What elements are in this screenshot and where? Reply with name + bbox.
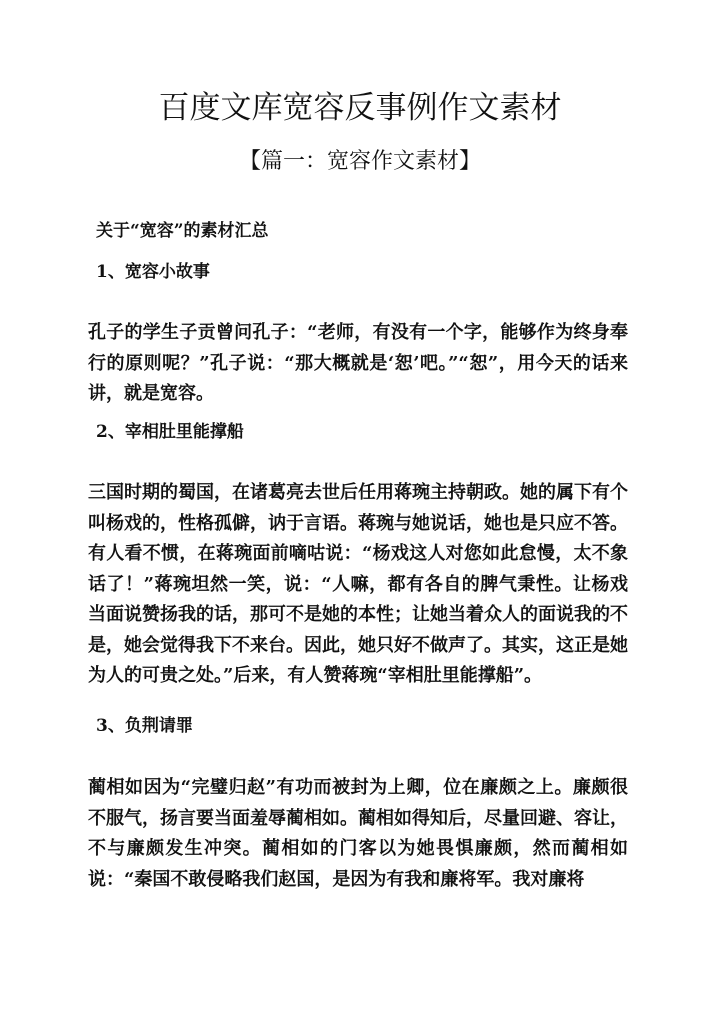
intro-heading: 关于“宽容”的素材汇总	[96, 221, 269, 241]
document-title: 百度文库宽容反事例作文素材	[158, 90, 562, 126]
section-paragraph-2: 三国时期的蜀国，在诸葛亮去世后任用蒋琬主持朝政。她的属下有个叫杨戏的，性格孤僻，讷于言语。蒋琬与她说话，她也是只应不答。有人看不惯，在蒋琬面前嘀咕说：“杨戏这人对您如此怠慢，太不象话了！”蒋琬坦然一笑，说：“人嘛，都有各自的脾气秉性。让杨戏当面说赞扬我的话，那可不是她的本性；让她当着众人的面说我的不是，她会觉得我下不来台。因此，她只好不做声了。其实，这正是她为人的可贵之处。”后来，有人赞蒋琬“宰相肚里能撑船”。	[88, 482, 628, 686]
section-heading-1: 1、宽容小故事	[96, 262, 210, 282]
section-heading-3: 3、负荆请罪	[96, 716, 193, 736]
document-subtitle: 【篇一：宽容作文素材】	[238, 149, 481, 174]
section-paragraph-3: 蔺相如因为“完璧归赵”有功而被封为上卿，位在廉颇之上。廉颇很不服气，扬言要当面羞辱蔺相如。蔺相如得知后，尽量回避、容让，不与廉颇发生冲突。蔺相如的门客以为她畏惧廉颇，然而蔺相如说：“秦国不敢侵略我们赵国，是因为有我和廉将军。我对廉将	[88, 777, 628, 890]
section-heading-2: 2、宰相肚里能撑船	[96, 422, 244, 442]
section-paragraph-1: 孔子的学生子贡曾问孔子：“老师，有没有一个字，能够作为终身奉行的原则呢？”孔子说：“那大概就是‘恕’吧。”“恕”，用今天的话来讲，就是宽容。	[88, 322, 628, 404]
